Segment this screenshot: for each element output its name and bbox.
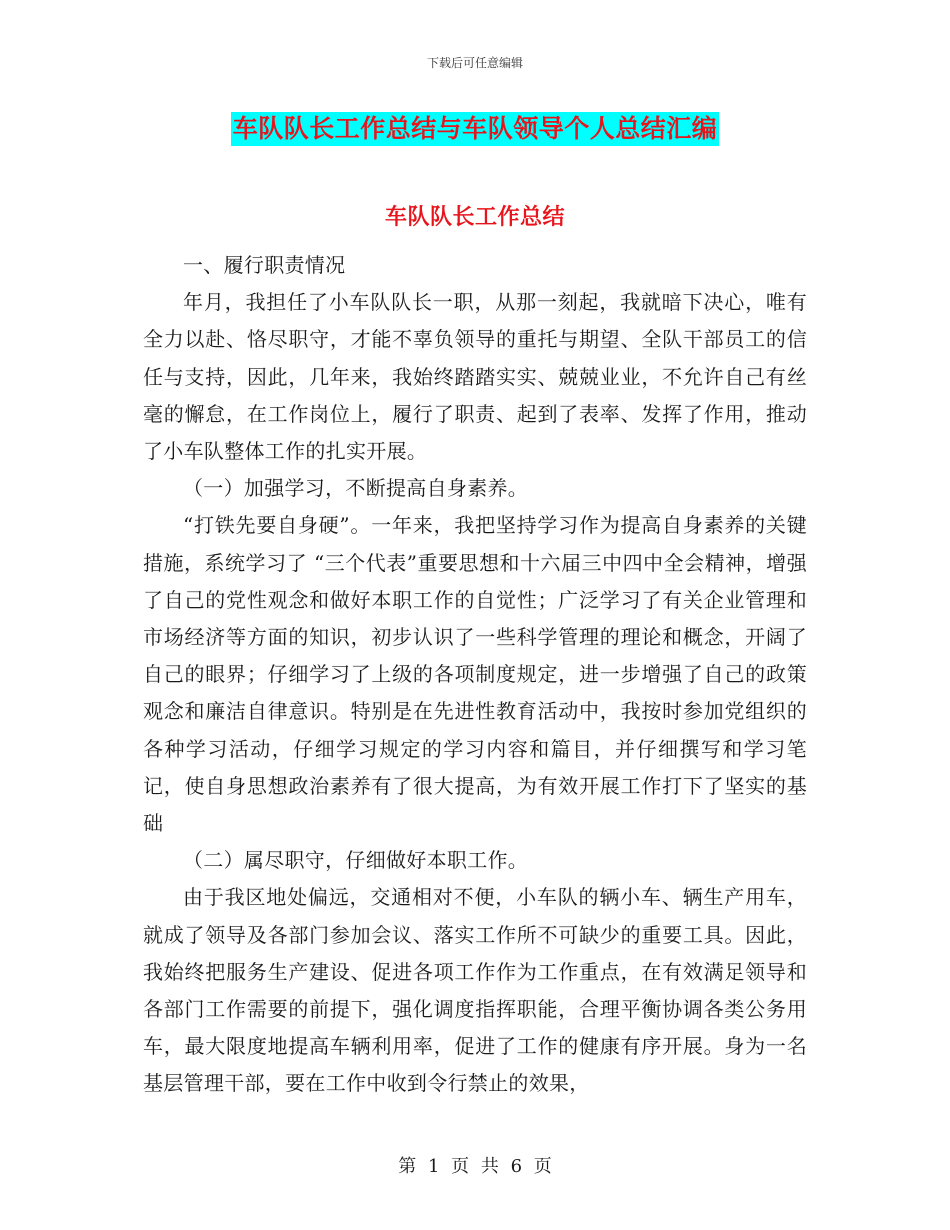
paragraph-study: “打铁先要自身硬”。一年来，我把坚持学习作为提高自身素养的关键措施，系统学习了 “三个代表”重要思想和十六届三中四中全会精神，增强了自己的党性观念和做好本职工作的自觉性；广泛学习了有关企业管理和市场经济等方面的知识，初步认识了一些科学管理的理论和概念，开阔了自己的眼界；仔细学习了上级的各项制度规定，进一步增强了自己的政策观念和廉洁自律意识。特别是在先进性教育活动中，我按时参加党组织的各种学习活动，仔细学习规定的学习内容和篇目，并仔细撰写和学习笔记，使自身思想政治素养有了很大提高，为有效开展工作打下了坚实的基础	[143, 513, 807, 836]
document-body	[143, 247, 807, 1103]
paragraph-intro: 年月，我担任了小车队队长一职，从那一刻起，我就暗下决心，唯有全力以赴、恪尽职守，才能不辜负领导的重托与期望、全队干部员工的信任与支持，因此，几年来，我始终踏踏实实、兢兢业业，不允许自己有丝毫的懈怠，在工作岗位上，履行了职责、起到了表率、发挥了作用，推动了小车队整体工作的扎实开展。	[143, 290, 807, 464]
document-title-container	[0, 112, 950, 146]
section-title: 车队队长工作总结	[384, 204, 565, 230]
page-number: 第 1 页 共 6 页	[398, 1156, 552, 1177]
page-header-note: 下载后可任意编辑	[426, 56, 523, 70]
paragraph-duty: 由于我区地处偏远，交通相对不便，小车队的辆小车、辆生产用车，就成了领导及各部门参加会议、落实工作所不可缺少的重要工具。因此，我始终把服务生产建设、促进各项工作作为工作重点，在有效满足领导和各部门工作需要的前提下，强化调度指挥职能，合理平衡协调各类公务用车，最大限度地提高车辆利用率，促进了工作的健康有序开展。身为一名基层管理干部，要在工作中收到令行禁止的效果，	[143, 885, 807, 1096]
document-title: 车队队长工作总结与车队领导个人总结汇编	[231, 112, 720, 146]
paragraph-heading-duties: 一、履行职责情况	[183, 253, 346, 277]
paragraph-subheading-duty: （二）属尽职守，仔细做好本职工作。	[183, 848, 529, 873]
paragraph-subheading-study: （一）加强学习，不断提高自身素养。	[183, 476, 529, 501]
